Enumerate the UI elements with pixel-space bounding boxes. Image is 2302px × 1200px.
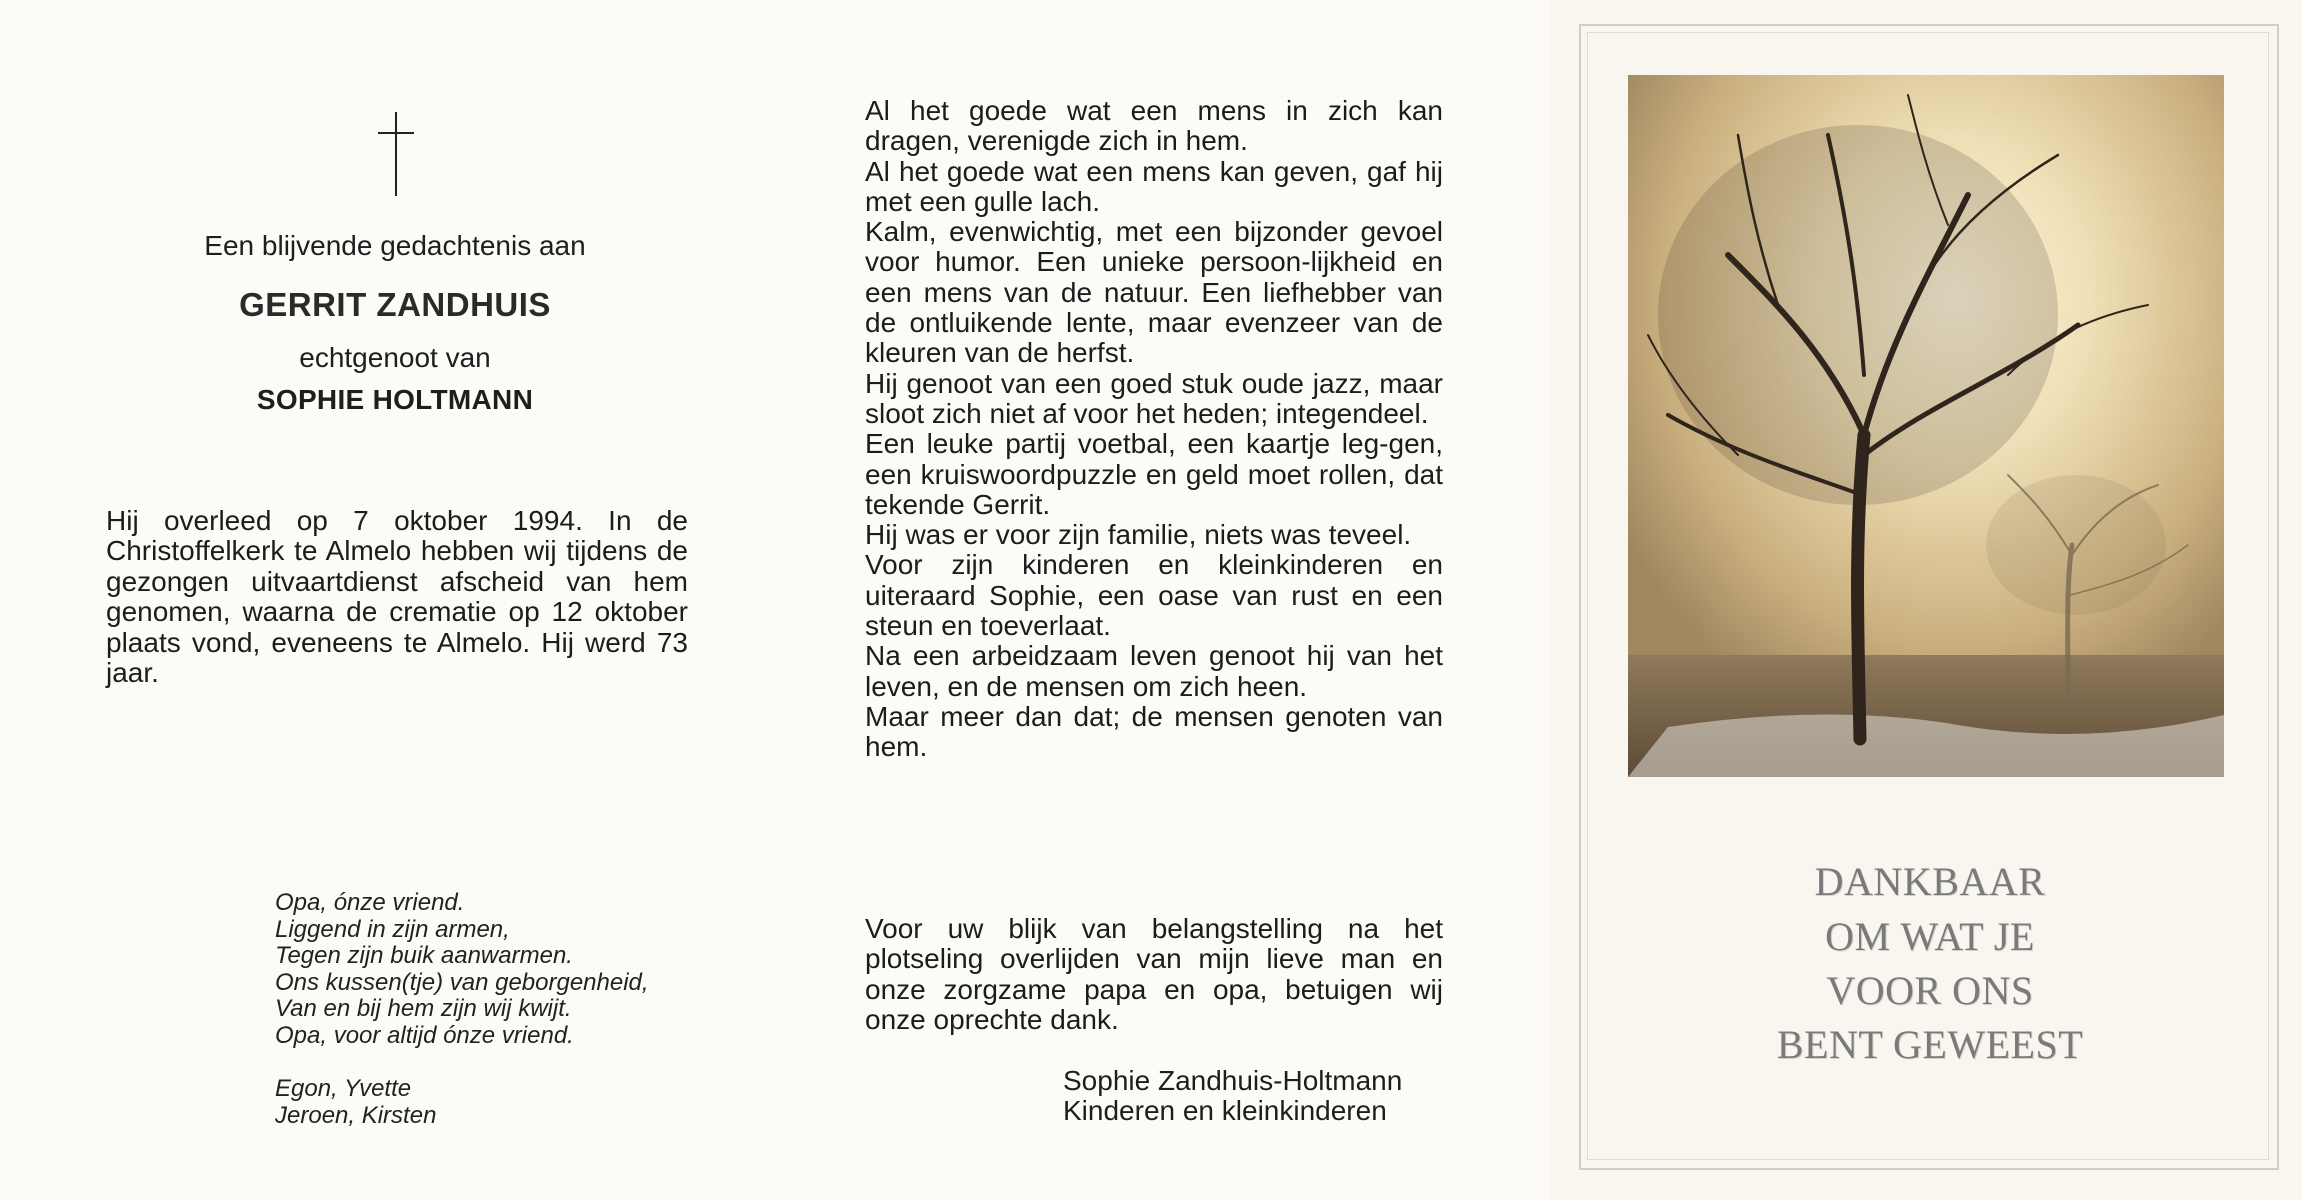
biography-paragraph: Hij overleed op 7 oktober 1994. In de Christoffelkerk te Almelo hebben wij tijdens de gezongen uitvaartdienst afscheid van hem genomen, waarna de crematie op 12 oktober plaats vond, eveneens te Almelo. Hij werd 73 jaar.	[106, 505, 688, 689]
tribute-text: Al het goede wat een mens in zich kan dragen, verenigde zich in hem. Al het goede wat een mens kan geven, gaf hij met een gulle lach. Kalm, evenwichtig, met een bijzonder gevoel voor humor. Een unieke persoon-lijkheid en een mens van de natuur. Een liefhebber van de ontluikende lente, maar evenzeer van de kleuren van de herfst. Hij genoot van een goed stuk oude jazz, maar sloot zich niet af voor het heden; integendeel. Een leuke partij voetbal, een kaartje leg-gen, een kruiswoordpuzzle en geld moet rollen, dat tekende Gerrit. Hij was er voor zijn familie, niets was teveel. Voor zijn kinderen en kleinkinderen en uiteraard Sophie, een oase van rust en een steun en toeverlaat. Na een arbeidzaam leven genoot hij van het leven, en de mensen om zich heen. Maar meer dan dat; de mensen genoten van hem.	[865, 95, 1443, 763]
spouse-name: SOPHIE HOLTMANN	[256, 384, 534, 415]
poem: Opa, ónze vriend. Liggend in zijn armen, Tegen zijn buik aanwarmen. Ons kussen(tje) van geborgenheid, Van en bij hem zijn wij kwijt. Opa, voor altijd ónze vriend.	[275, 889, 649, 1049]
signature-line-1: Sophie Zandhuis-Holtmann	[1063, 1065, 1403, 1096]
tree-photo	[1628, 75, 2224, 777]
poem-signature: Egon, Yvette Jeroen, Kirsten	[275, 1075, 437, 1129]
motto-line-3: VOOR ONS	[1826, 968, 2034, 1013]
cross-icon	[378, 112, 414, 196]
motto-line-4: BENT GEWEEST	[1776, 1022, 2084, 1067]
deceased-name: GERRIT ZANDHUIS	[239, 286, 551, 323]
signature-line-2: Kinderen en kleinkinderen	[1063, 1095, 1387, 1126]
thanks-text: Voor uw blijk van belangstelling na het plotseling overlijden van mijn lieve man en onze zorgzame papa en opa, betuigen wij onze oprechte dank.	[865, 913, 1443, 1036]
motto-line-1: DANKBAAR	[1814, 859, 2046, 904]
memorial-intro: Een blijvende gedachtenis aan	[204, 230, 586, 261]
motto-line-2: OM WAT JE	[1825, 914, 2035, 959]
spouse-label: echtgenoot van	[299, 342, 491, 373]
